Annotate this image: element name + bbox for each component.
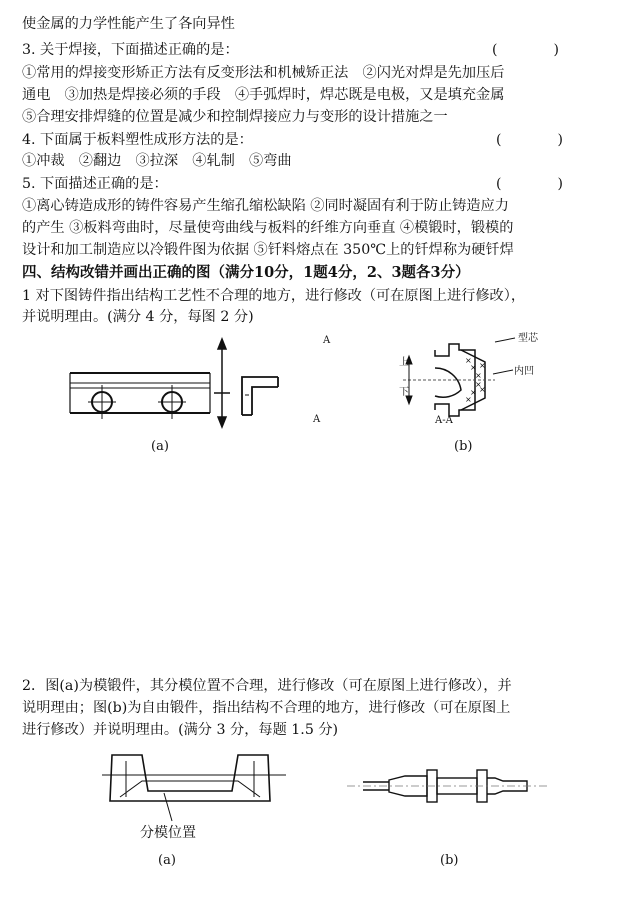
figure-2a-forging-drawing (100, 745, 300, 835)
svg-text:×: × (475, 380, 482, 389)
question-3-options-1: ①常用的焊接变形矫正方法有反变形法和机械矫正法 ②闪光对焊是先加压后 (22, 65, 505, 81)
upper-label: 上 (399, 357, 409, 368)
svg-text:×: × (475, 371, 482, 380)
question-5-options-3: 设计和加工制造应以冷锻件图为依据 ⑤钎料熔点在 350℃上的钎焊称为硬钎焊 (22, 242, 514, 258)
figure-1b-section-drawing (395, 330, 575, 430)
question-4-options: ①冲裁 ②翻边 ③拉深 ④轧制 ⑤弯曲 (22, 153, 292, 169)
question-3-options-3: ⑤合理安排焊缝的位置是减少和控制焊接应力与变形的设计措施之一 (22, 109, 448, 125)
cavity-label: 内凹 (514, 366, 534, 377)
section-name-label: A-A (435, 415, 453, 426)
figure-2b-caption: (b) (440, 853, 459, 868)
figure-2b-shaft-drawing (345, 750, 555, 820)
lower-label: 下 (399, 387, 409, 398)
figure-2a-caption: (a) (158, 853, 176, 868)
section-marker-top: A (323, 335, 331, 346)
svg-text:×: × (479, 361, 486, 370)
question-4-answer-blank[interactable]: ( ) (496, 132, 563, 148)
question-5-answer-blank[interactable]: ( ) (496, 176, 563, 192)
question-4-stem: 4. 下面属于板料塑性成形方法的是： (22, 132, 253, 148)
question-5-stem: 5. 下面描述正确的是： (22, 176, 168, 192)
svg-text:×: × (465, 356, 472, 365)
question-3-answer-blank[interactable]: ( ) (492, 42, 559, 58)
section-marker-bottom: A (313, 414, 321, 425)
problem-1-text-1: 1 对下图铸件指出结构工艺性不合理的地方，进行修改（可在原图上进行修改）， (22, 288, 526, 304)
problem-2-text-2: 说明理由；图(b)为自由锻件，指出结构不合理的地方，进行修改（可在原图上 (22, 700, 511, 716)
figure-1b-caption: (b) (454, 439, 473, 454)
svg-text:×: × (465, 395, 472, 404)
svg-text:×: × (479, 385, 486, 394)
parting-line-label: 分模位置 (140, 825, 196, 841)
question-5-options-2: 的产生 ③板料弯曲时，尽量使弯曲线与板料的纤维方向垂直 ④模锻时，锻模的 (22, 220, 514, 236)
question-3-options-2: 通电 ③加热是焊接必须的手段 ④手弧焊时，焊芯既是电极，又是填充金属 (22, 87, 505, 103)
figure-1a-casting-drawing (60, 335, 290, 435)
core-label: 型芯 (518, 333, 538, 344)
question-5-options-1: ①离心铸造成形的铸件容易产生缩孔缩松缺陷 ②同时凝固有利于防止铸造应力 (22, 198, 509, 214)
section-four-heading: 四、结构改错并画出正确的图（满分10分，1题4分，2、3题各3分） (22, 264, 470, 281)
svg-text:×: × (470, 363, 477, 372)
question-3-stem: 3. 关于焊接，下面描述正确的是： (22, 42, 239, 58)
text-line-0: 使金属的力学性能产生了各向异性 (22, 16, 235, 32)
figure-1a-caption: (a) (151, 439, 169, 454)
problem-2-text-3: 进行修改）并说明理由。(满分 3 分，每题 1.5 分) (22, 722, 339, 738)
problem-2-text-1: 2．图(a)为模锻件，其分模位置不合理，进行修改（可在原图上进行修改），并 (22, 678, 512, 694)
problem-1-text-2: 并说明理由。(满分 4 分，每图 2 分) (22, 309, 254, 325)
svg-text:×: × (470, 388, 477, 397)
